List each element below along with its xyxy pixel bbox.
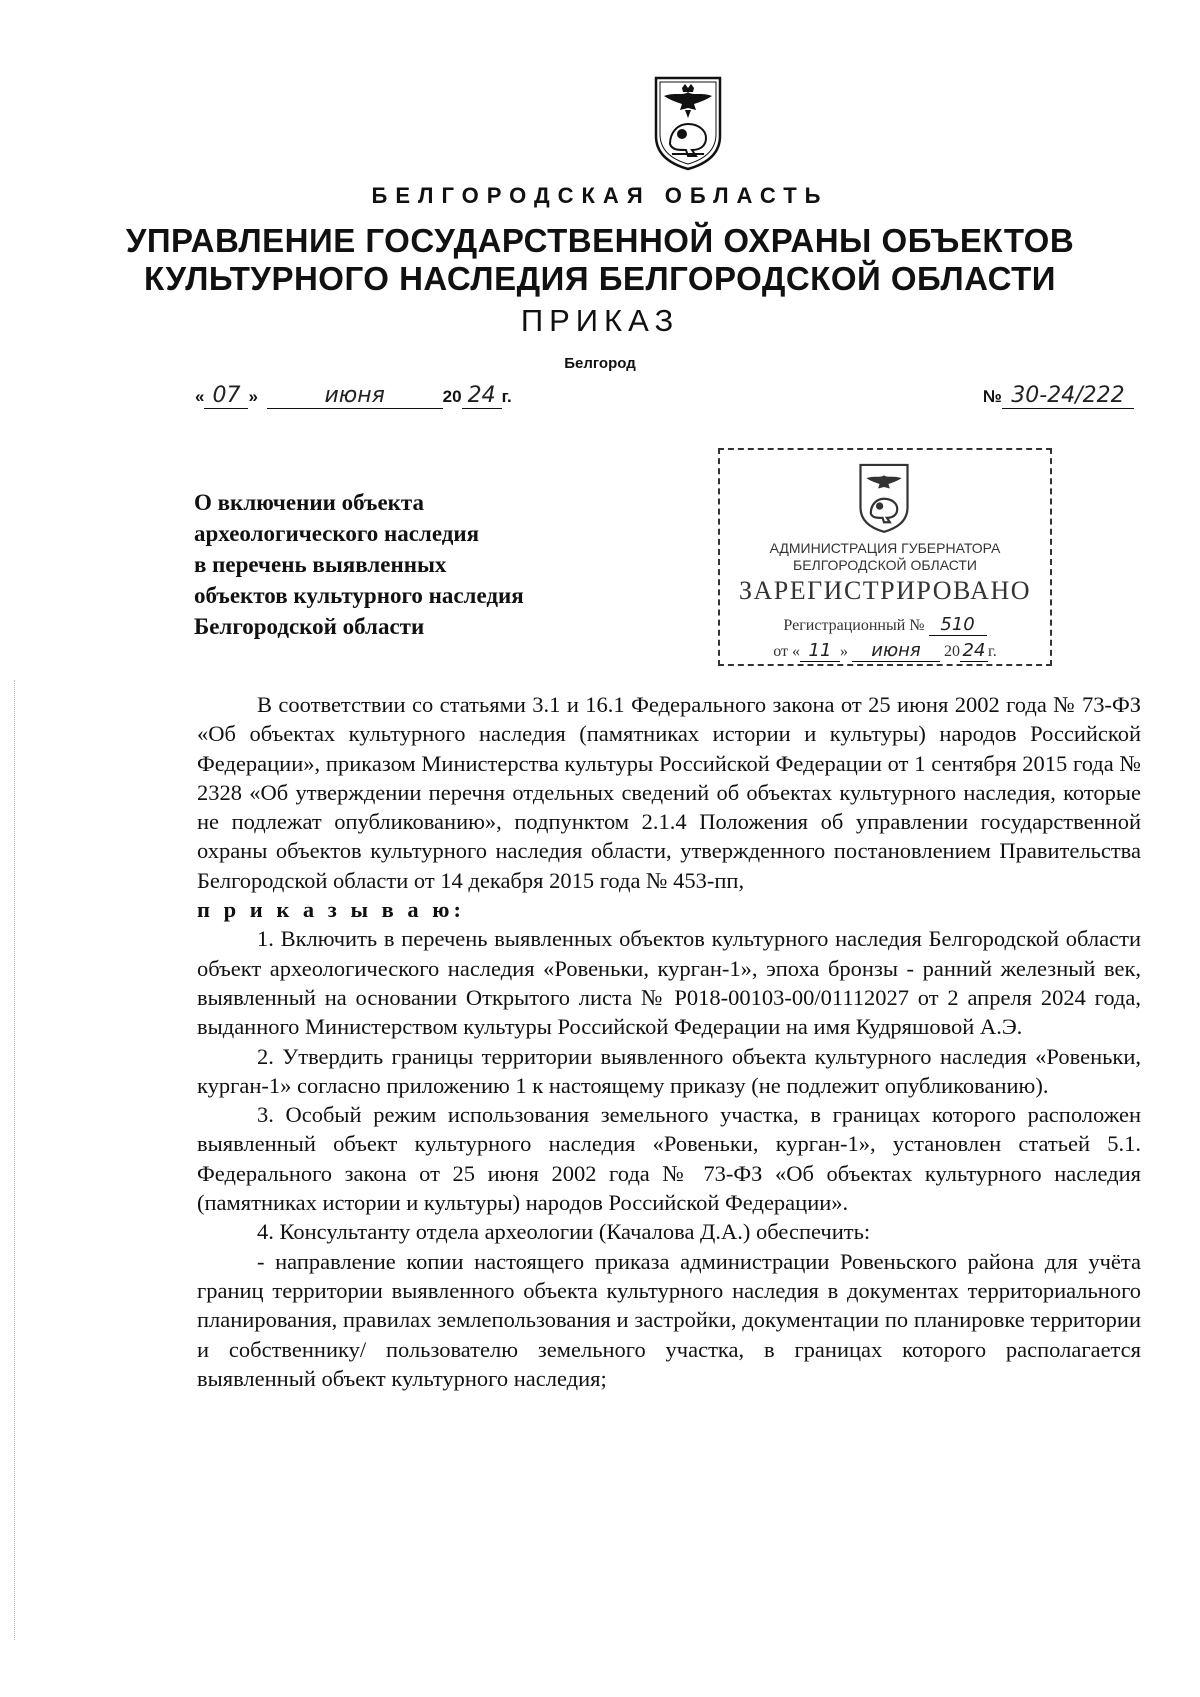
region-title: БЕЛГОРОДСКАЯ ОБЛАСТЬ	[371, 183, 829, 208]
scan-margin-dots	[14, 680, 16, 1640]
order-item-1: 1. Включить в перечень выявленных объектов культурного наследия Белгородской области объект археологического наследия «Ровеньки, курган-1», эпоха бронзы - ранний железный век, выявленный на основании Открытого листа № Р018-00103-00/01112027 от 2 апреля 2024 года, выданного Министерством культуры Российской Федерации на имя Кудряшовой А.Э.	[197, 926, 1141, 1040]
date-day: 07	[204, 383, 248, 409]
date-year-label: г.	[501, 387, 512, 406]
stamp-close-quote: »	[840, 643, 848, 660]
order-number	[983, 383, 1134, 409]
stamp-month: июня	[852, 640, 940, 662]
date-month: июня	[267, 383, 443, 409]
stamp-line-1: АДМИНИСТРАЦИЯ ГУБЕРНАТОРА	[769, 540, 1001, 556]
order-item-4-subitem-1: - направление копии настоящего приказа администрации Ровеньского района для учёта границ территории выявленного объекта культурного наследия в документах территориального планирования, правилах землепользования и застройки, документации по планировке территории и собственнику/ пользователю земельного участка, в границах которого располагается выявленный объект культурного наследия;	[197, 1248, 1141, 1391]
stamp-reg-label: Регистрационный №	[783, 617, 925, 634]
stamp-year-suffix: 24	[960, 640, 988, 662]
subject-line: Белгородской области	[194, 614, 425, 639]
stamp-title: ЗАРЕГИСТРИРОВАНО	[739, 576, 1031, 605]
subject-line: в перечень выявленных	[194, 552, 447, 577]
order-number-value: 30-24/222	[1002, 383, 1134, 409]
stamp-year-prefix: 20	[944, 643, 960, 660]
document-type: ПРИКАЗ	[520, 303, 680, 338]
agency-name-line-1: УПРАВЛЕНИЕ ГОСУДАРСТВЕННОЙ ОХРАНЫ ОБЪЕКТОВ	[125, 222, 1075, 259]
preamble-paragraph: В соответствии со статьями 3.1 и 16.1 Федерального закона от 25 июня 2002 года № 73-ФЗ «Об объектах культурного наследия (памятниках истории и культуры) народов Российской Федерации», приказом Министерства культуры Российской Федерации от 1 сентября 2015 года № 2328 «Об утверждении перечня отдельных сведений об объектах культурного наследия, которые не подлежат опубликованию», подпунктом 2.1.4 Положения об управлении государственной охраны объектов культурного наследия области, утвержденного постановлением Правительства Белгородской области от 14 декабря 2015 года № 453-пп,	[197, 692, 1141, 893]
stamp-line-2: БЕЛГОРОДСКОЙ ОБЛАСТИ	[793, 557, 977, 573]
order-date	[195, 383, 512, 409]
subject-line: О включении объекта	[194, 490, 424, 515]
stamp-crest-icon	[855, 462, 913, 534]
registration-stamp	[718, 448, 1052, 666]
stamp-reg-number	[720, 614, 1050, 636]
date-year-suffix: 24	[462, 383, 502, 409]
date-close-quote: »	[248, 387, 258, 406]
date-year-prefix: 20	[442, 387, 462, 406]
agency-name-line-2: КУЛЬТУРНОГО НАСЛЕДИЯ БЕЛГОРОДСКОЙ ОБЛАСТИ	[144, 260, 1056, 297]
belgorod-coat-of-arms-icon	[652, 74, 724, 172]
stamp-year-label: г.	[988, 643, 997, 660]
order-word: п р и к а з ы в а ю:	[197, 897, 465, 923]
stamp-reg-value: 510	[929, 614, 987, 636]
order-item-4: 4. Консультанту отдела археологии (Качалова Д.А.) обеспечить:	[257, 1219, 871, 1245]
order-subject	[194, 487, 614, 642]
order-body	[197, 690, 1141, 1393]
subject-line: археологического наследия	[194, 521, 480, 546]
stamp-from-label: от «	[773, 643, 800, 660]
date-open-quote: «	[195, 387, 205, 406]
order-item-2: 2. Утвердить границы территории выявленного объекта культурного наследия «Ровеньки, курган-1» согласно приложению 1 к настоящему приказу (не подлежит опубликованию).	[197, 1043, 1141, 1098]
order-number-label: №	[983, 387, 1002, 406]
order-item-3: 3. Особый режим использования земельного участка, в границах которого расположен выявленный объект культурного наследия «Ровеньки, курган-1», установлен статьей 5.1. Федерального закона от 25 июня 2002 года № 73-ФЗ «Об объектах культурного наследия (памятниках истории и культуры) народов Российской Федерации».	[197, 1102, 1141, 1216]
subject-line: объектов культурного наследия	[194, 583, 524, 608]
stamp-day: 11	[800, 640, 840, 662]
city-name: Белгород	[564, 355, 636, 372]
stamp-date	[720, 640, 1050, 662]
